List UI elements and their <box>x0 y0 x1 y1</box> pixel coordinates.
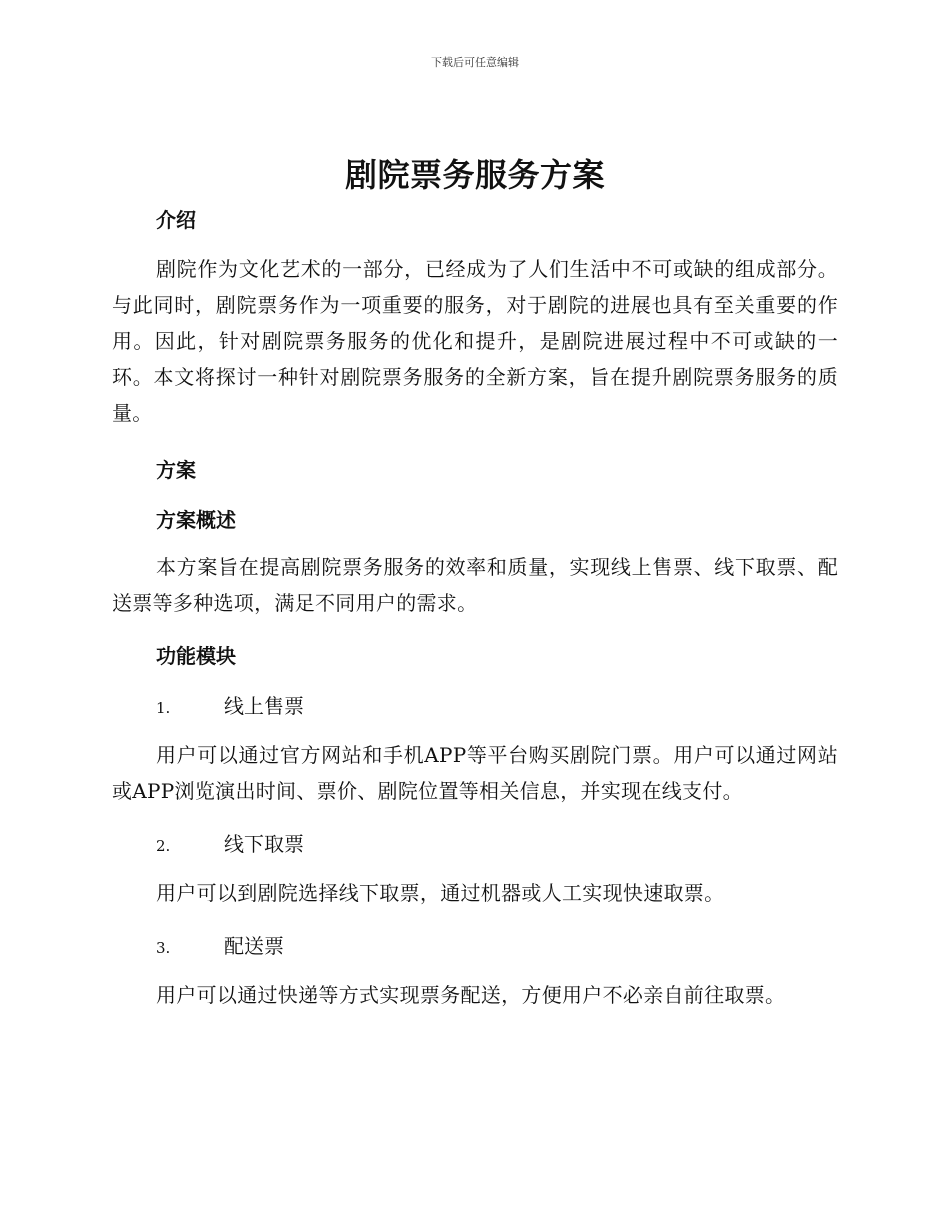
list-label: 配送票 <box>224 934 284 958</box>
document-title: 剧院票务服务方案 <box>344 156 605 194</box>
list-number: 2. <box>156 837 171 855</box>
item-paragraph: 用户可以到剧院选择线下取票，通过机器或人工实现快速取票。 <box>156 881 725 905</box>
list-number: 3. <box>156 939 171 957</box>
list-item <box>112 691 838 723</box>
list-number: 1. <box>156 699 171 717</box>
overview-heading: 方案概述 <box>156 508 236 532</box>
intro-paragraph: 剧院作为文化艺术的一部分，已经成为了人们生活中不可或缺的组成部分。与此同时，剧院票务作为一项重要的服务，对于剧院的进展也具有至关重要的作用。因此，针对剧院票务服务的优化和提升，是剧院进展过程中不可或缺的一环。本文将探讨一种针对剧院票务服务的全新方案，旨在提升剧院票务服务的质量。 <box>112 257 838 425</box>
intro-heading: 介绍 <box>156 208 196 232</box>
list-label: 线下取票 <box>224 832 304 856</box>
modules-heading: 功能模块 <box>156 644 236 668</box>
overview-paragraph: 本方案旨在提高剧院票务服务的效率和质量，实现线上售票、线下取票、配送票等多种选项，满足不同用户的需求。 <box>112 555 838 615</box>
list-item <box>112 829 838 861</box>
document-body <box>112 205 838 1013</box>
item-paragraph: 用户可以通过快递等方式实现票务配送，方便用户不必亲自前往取票。 <box>156 983 786 1007</box>
list-label: 线上售票 <box>224 694 304 718</box>
item-paragraph: 用户可以通过官方网站和手机APP等平台购买剧院门票。用户可以通过网站或APP浏览演出时间、票价、剧院位置等相关信息，并实现在线支付。 <box>112 743 838 803</box>
header-note: 下载后可任意编辑 <box>431 56 519 69</box>
plan-heading: 方案 <box>156 458 196 482</box>
list-item <box>112 931 838 963</box>
